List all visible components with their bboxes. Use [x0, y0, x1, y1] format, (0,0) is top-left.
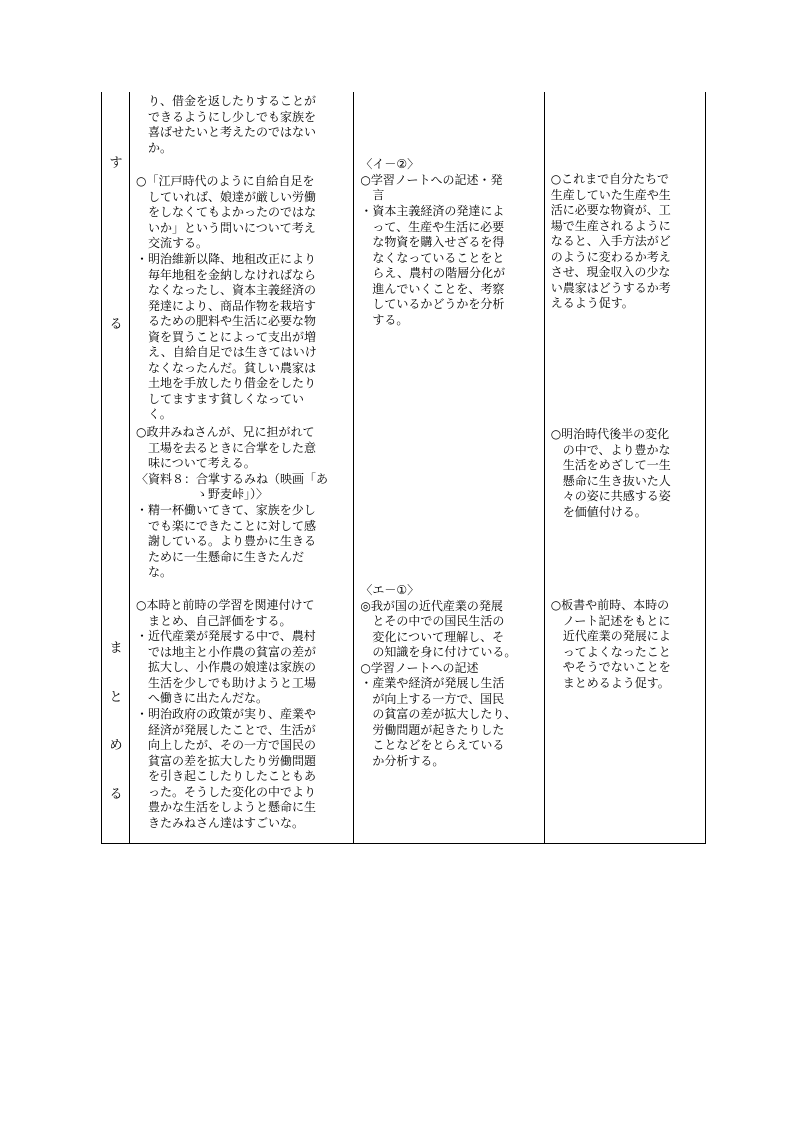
activity-block: ○「江戸時代のように自給自足を していれば、娘達が厳しい労働 をしなくてもよかったのではな いか」という問いについて考え 交流する。 — [136, 174, 317, 250]
activity-block: り、借金を返したりすることが できるようにし少しでも家族を 喜ばせたいと考えたのではない か。 — [148, 94, 317, 155]
activity-block: ・明治政府の政策が実り、産業や 経済が発展したことで、生活が 向上したが、その一方で国民の 貧富の差を拡大したり労働問題 を引き起こしたりしたこともあ った。そうした変化の中でより 豊かな生活をしようと懸命に生 きたみねさん達はすごいな。 — [136, 707, 317, 830]
teacher-support-cell — [544, 588, 705, 844]
learning-activity-cell — [130, 92, 354, 588]
evaluation-cell — [354, 583, 544, 844]
activity-block: ・明治維新以降、地租改正により 毎年地租を金納しなければなら なくなったし、資本主義経済の 発達により、商品作物を栽培す るための肥料や生活に必要な物 資を買うことによって支出が増 え、自給自足では生きてはいけ なくなったんだ。貧しい農家は 土地を手放したり借金をしたり してますます貧しくなってい く。 — [136, 252, 317, 421]
evaluation-block: 〈イ－②〉 ○学習ノートへの記述・発 言 — [360, 157, 503, 202]
support-block: ○これまで自分たちで 生産していた生産や生 活に必要な物資が、工 場で生産されるように なると、入手方法がど のように変わるか考え させ、現金収入の少な い農家はどうするか考 えるよう促す。 — [550, 172, 671, 310]
stage-char: る — [109, 317, 123, 332]
evaluation-cell — [354, 92, 544, 588]
evaluation-block: 〈エ－①〉 ◎我が国の近代産業の発展 とその中での国民生活の 変化について理解し、そ の知識を身に付けている。 ○学習ノートへの記述 ・産業や経済が発展し生活 が向上する一方で、国民 の貧富の差が拡大したり、 労働問題が起きたりした ことなどをとらえている か分析する。 — [360, 583, 517, 768]
support-block: ○明治時代後半の変化 の中で、より豊かな 生活をめざして一生 懸命に生き抜いた人 々の姿に共感する姿 を価値付ける。 — [550, 427, 671, 519]
stage-char: と — [109, 690, 123, 705]
activity-block: ・精一杯働いてきて、家族を少し でも楽にできたことに対して感 謝している。より豊かに生きる ために一生懸命に生きたんだ な。 — [136, 503, 317, 579]
stage-char: ま — [109, 641, 123, 656]
stage-char: る — [109, 787, 123, 802]
support-block: ○板書や前時、本時の ノート記述をもとに 近代産業の発展によ ってよくなったこと やそうでないことを まとめるよう促す。 — [550, 598, 671, 690]
stage-cell — [102, 588, 130, 844]
activity-block: ○政井みねさんが、兄に担がれて 工場を去るときに合掌をした意 味について考える。 〈資料８：合掌するみね（映画「あ ゝ野麦峠」）〉 — [136, 425, 329, 501]
stage-cell — [102, 92, 130, 588]
lesson-plan-table — [101, 92, 706, 844]
stage-char: め — [109, 738, 123, 753]
evaluation-block: ・資本主義経済の発達によ って、生産や生活に必要 な物資を購入せざるを得 なくなっていることをと らえ、農村の階層分化が 進んでいくことを、考察 しているかどうかを分析 する。 — [360, 204, 506, 327]
activity-block: ○本時と前時の学習を関連付けて まとめ、自己評価をする。 — [136, 598, 315, 628]
teacher-support-cell — [544, 92, 705, 588]
activity-block: ・近代産業が発展する中で、農村 では地主と小作農の貧富の差が 拡大し、小作農の娘達は家族の 生活を少しでも助けようと工場 へ働きに出たんだな。 — [136, 629, 317, 705]
learning-activity-cell — [130, 588, 354, 844]
stage-char: す — [109, 156, 123, 171]
